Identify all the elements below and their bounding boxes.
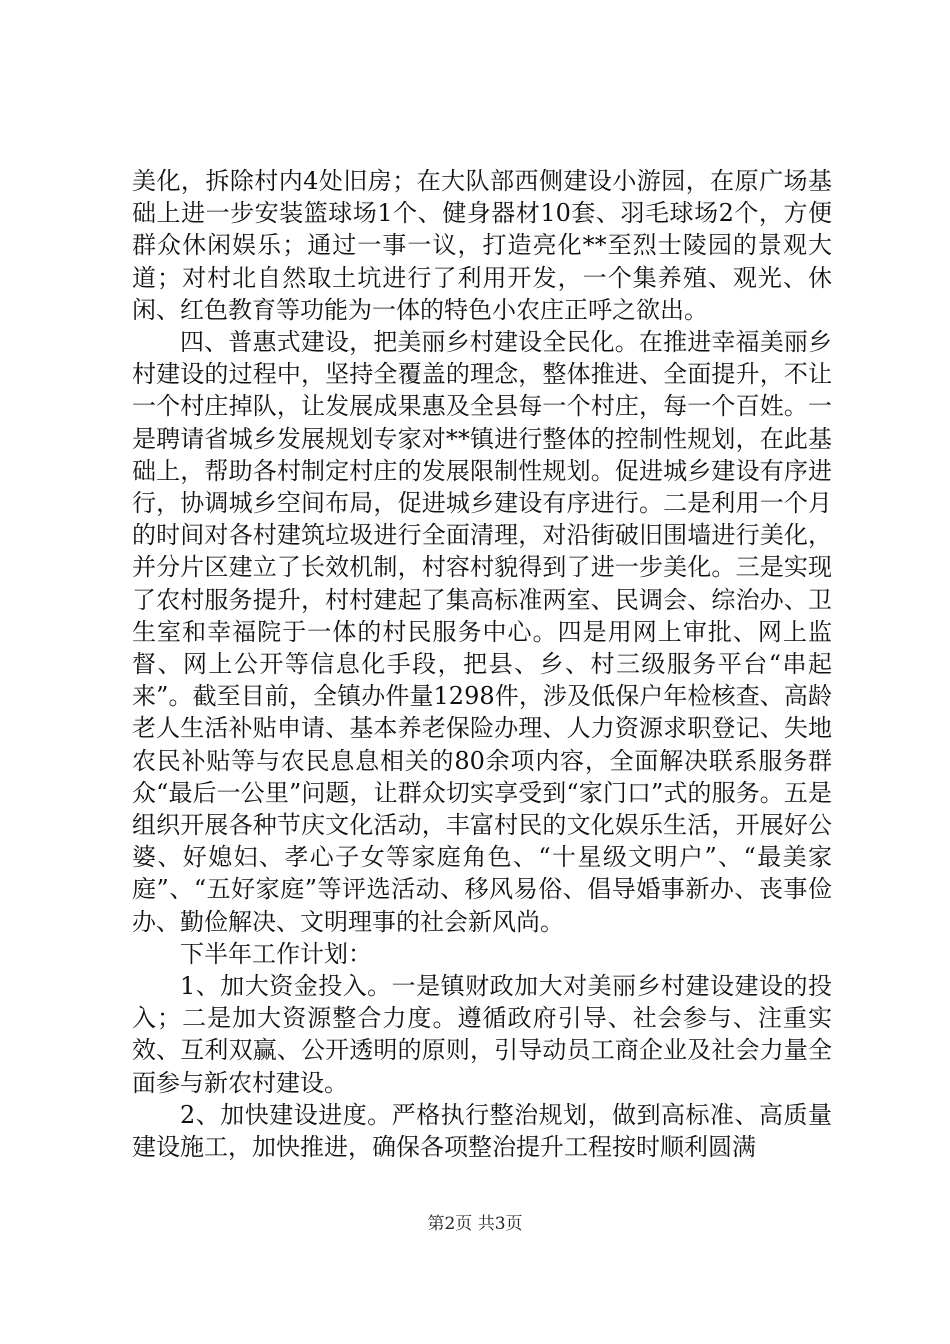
body-text bbox=[132, 165, 832, 1163]
paragraph-continuation: 美化，拆除村内4处旧房；在大队部西侧建设小游园，在原广场基础上进一步安装篮球场1个、健身器材10套、羽毛球场2个，方便群众休闲娱乐；通过一事一议，打造亮化**至烈士陵园的景观大道；对村北自然取土坑进行了利用开发，一个集养殖、观光、休闲、红色教育等功能为一体的特色小农庄正呼之欲出。 bbox=[132, 167, 832, 324]
paragraph-plan-item-2: 2、加快建设进度。严格执行整治规划，做到高标准、高质量建设施工，加快推进，确保各项整治提升工程按时顺利圆满 bbox=[132, 1100, 832, 1162]
paragraph-plan-item-1: 1、加大资金投入。一是镇财政加大对美丽乡村建设建设的投入；二是加大资源整合力度。遵循政府引导、社会参与、注重实效、互利双赢、公开透明的原则，引导动员工商企业及社会力量全面参与新农村建设。 bbox=[132, 972, 832, 1097]
paragraph-plan-heading: 下半年工作计划： bbox=[180, 939, 372, 968]
paragraph-section-four: 四、普惠式建设，把美丽乡村建设全民化。在推进幸福美丽乡村建设的过程中，坚持全覆盖的理念，整体推进、全面提升，不让一个村庄掉队，让发展成果惠及全县每一个村庄，每一个百姓。一是聘请省城乡发展规划专家对**镇进行整体的控制性规划，在此基础上，帮助各村制定村庄的发展限制性规划。促进城乡建设有序进行，协调城乡空间布局，促进城乡建设有序进行。二是利用一个月的时间对各村建筑垃圾进行全面清理，对沿街破旧围墙进行美化，并分片区建立了长效机制，村容村貌得到了进一步美化。三是实现了农村服务提升，村村建起了集高标准两室、民调会、综治办、卫生室和幸福院于一体的村民服务中心。四是用网上审批、网上监督、网上公开等信息化手段，把县、乡、村三级服务平台“串起来”。截至目前，全镇办件量1298件，涉及低保户年检核查、高龄老人生活补贴申请、基本养老保险办理、人力资源求职登记、失地农民补贴等与农民息息相关的80余项内容，全面解决联系服务群众“最后一公里”问题，让群众切实享受到“家门口”式的服务。五是组织开展各种节庆文化活动，丰富村民的文化娱乐生活，开展好公婆、好媳妇、孝心子女等家庭角色、“十星级文明户”、“最美家庭”、“五好家庭”等评选活动、移风易俗、倡导婚事新办、丧事俭办、勤俭解决、文明理事的社会新风尚。 bbox=[132, 328, 832, 936]
page-footer: 第2页 共3页 bbox=[427, 1214, 523, 1234]
